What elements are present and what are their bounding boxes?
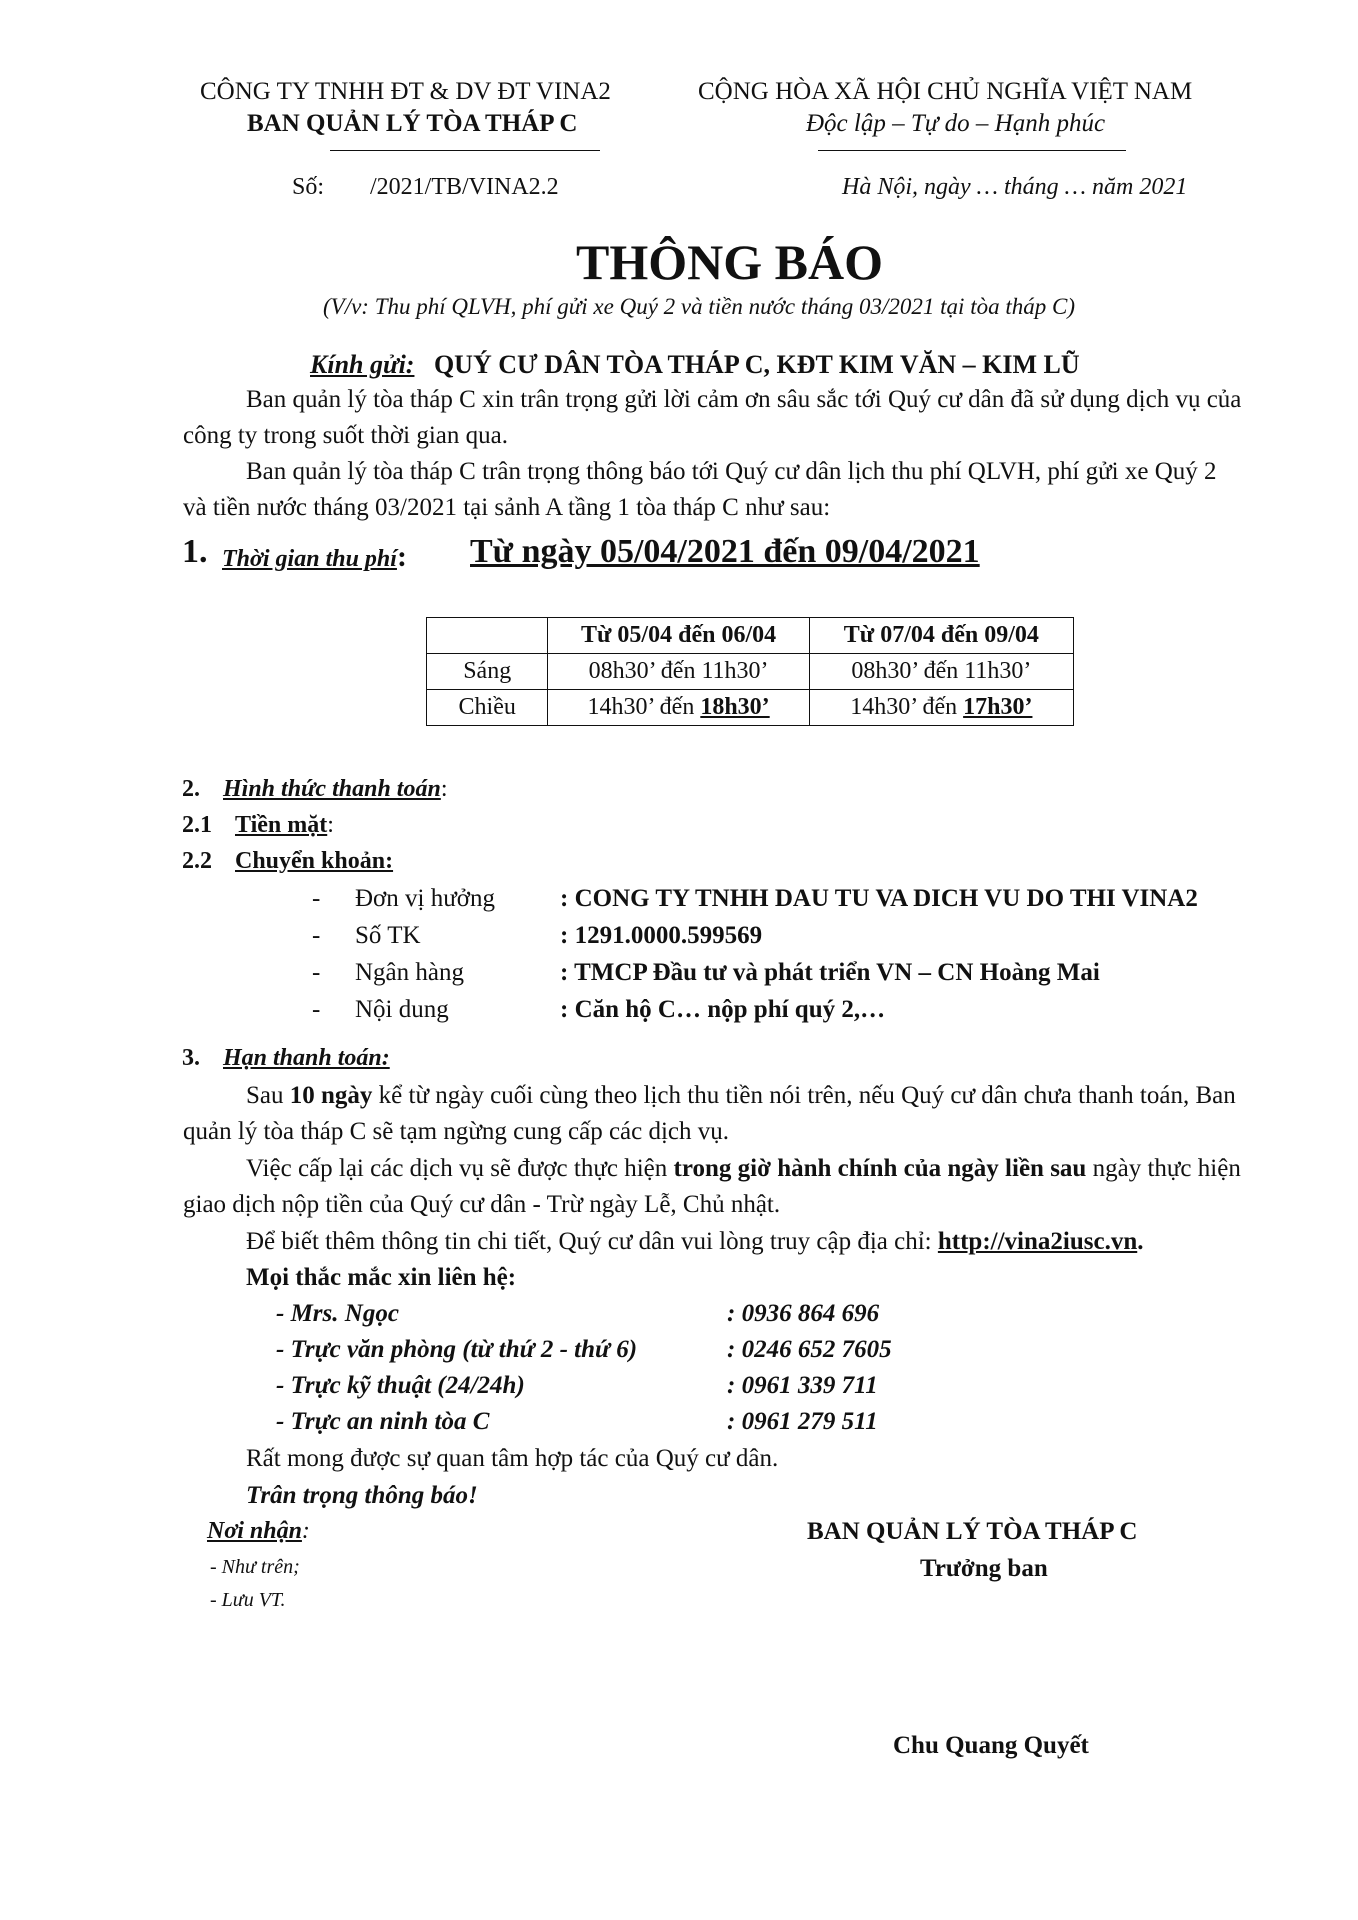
contact-name: - Mrs. Ngọc xyxy=(276,1300,399,1327)
recipients-colon: : xyxy=(301,1518,310,1544)
intro-p2-line1: Ban quản lý tòa tháp C trân trọng thông báo tới Quý cư dân lịch thu phí QLVH, phí gửi xe Quý 2 xyxy=(246,458,1217,485)
time-start: 08h30’ đến 11h30’ xyxy=(851,658,1032,684)
department-name: BAN QUẢN LÝ TÒA THÁP C xyxy=(247,110,578,137)
detail-label: Số TK xyxy=(355,922,421,949)
section2-colon: : xyxy=(440,776,448,802)
section2-2-label: Chuyển khoản: xyxy=(235,848,394,874)
intro-p2-line2: và tiền nước tháng 03/2021 tại sảnh A tầng 1 tòa tháp C như sau: xyxy=(183,494,831,521)
regards-text: Trân trọng thông báo! xyxy=(246,1482,478,1509)
time-end: 17h30’ xyxy=(963,694,1033,720)
detail-bullet: - xyxy=(312,922,321,949)
section2-1-colon: : xyxy=(327,812,334,838)
table-row xyxy=(427,690,1074,726)
recipient-line xyxy=(310,350,1080,380)
contact-name: - Trực kỹ thuật (24/24h) xyxy=(276,1372,525,1399)
section3-number: 3. xyxy=(182,1045,200,1071)
section3-p1-line2: quản lý tòa tháp C sẽ tạm ngừng cung cấp các dịch vụ. xyxy=(183,1118,730,1145)
signer-organization: BAN QUẢN LÝ TÒA THÁP C xyxy=(807,1518,1138,1545)
website-link[interactable]: http://vina2iusc.vn xyxy=(937,1228,1138,1255)
table-header-cell: Từ 07/04 đến 09/04 xyxy=(809,618,1073,654)
detail-bullet: - xyxy=(312,959,321,986)
recipient-item: - Lưu VT. xyxy=(210,1589,286,1611)
table-cell xyxy=(809,690,1073,726)
contact-phone: : 0936 864 696 xyxy=(727,1300,880,1327)
table-cell xyxy=(548,654,809,690)
table-cell xyxy=(809,654,1073,690)
header-left-divider xyxy=(330,150,600,151)
section2-1-heading xyxy=(235,812,334,840)
document-number-label: Số: xyxy=(292,174,325,200)
recipient-item: - Như trên; xyxy=(210,1556,300,1578)
section1-date-range: Từ ngày 05/04/2021 đến 09/04/2021 xyxy=(470,533,980,570)
detail-bullet: - xyxy=(312,996,321,1023)
recipient-label: Kính gửi: xyxy=(310,350,415,379)
emphasis-text: trong giờ hành chính của ngày liền sau xyxy=(673,1155,1087,1182)
contact-name: - Trực văn phòng (từ thứ 2 - thứ 6) xyxy=(276,1336,638,1363)
time-start: 14h30’ đến xyxy=(850,694,964,720)
section1-number: 1. xyxy=(182,533,208,570)
section2-heading xyxy=(223,776,447,804)
page-subtitle: (V/v: Thu phí QLVH, phí gửi xe Quý 2 và tiền nước tháng 03/2021 tại tòa tháp C) xyxy=(323,294,1075,319)
contact-phone: : 0961 339 711 xyxy=(727,1372,878,1399)
section2-number: 2. xyxy=(182,776,200,802)
national-motto: Độc lập – Tự do – Hạnh phúc xyxy=(806,110,1106,137)
page-title: THÔNG BÁO xyxy=(576,234,883,290)
table-header-cell: Từ 05/04 đến 06/04 xyxy=(548,618,809,654)
closing-text: Rất mong được sự quan tâm hợp tác của Quý cư dân. xyxy=(246,1445,779,1472)
recipient-value: QUÝ CƯ DÂN TÒA THÁP C, KĐT KIM VĂN – KIM LŨ xyxy=(433,350,1080,379)
deadline-days: 10 ngày xyxy=(289,1082,373,1109)
contact-heading: Mọi thắc mắc xin liên hệ: xyxy=(246,1264,517,1291)
section2-1-label: Tiền mặt xyxy=(235,812,328,838)
time-start: 08h30’ đến 11h30’ xyxy=(588,658,769,684)
detail-label: Nội dung xyxy=(355,996,449,1023)
intro-p1-line1: Ban quản lý tòa tháp C xin trân trọng gửi lời cảm ơn sâu sắc tới Quý cư dân đã sử dụng dịch vụ của xyxy=(246,386,1242,413)
section3-p2-line1 xyxy=(246,1155,1241,1184)
recipients-heading xyxy=(207,1518,310,1546)
detail-value: : TMCP Đầu tư và phát triển VN – CN Hoàng Mai xyxy=(560,959,1100,986)
text-run: . xyxy=(1137,1228,1144,1255)
intro-p1-line2: công ty trong suốt thời gian qua. xyxy=(183,422,508,449)
contact-name: - Trực an ninh tòa C xyxy=(276,1408,490,1435)
table-header-cell xyxy=(427,618,548,654)
place-date: Hà Nội, ngày … tháng … năm 2021 xyxy=(842,174,1188,200)
section2-1-number: 2.1 xyxy=(182,812,212,838)
text-run: Việc cấp lại các dịch vụ sẽ được thực hiện xyxy=(246,1155,674,1182)
detail-value: : 1291.0000.599569 xyxy=(560,922,763,949)
contact-phone: : 0246 652 7605 xyxy=(727,1336,892,1363)
signer-title: Trưởng ban xyxy=(920,1555,1048,1582)
text-run: Sau xyxy=(246,1082,290,1109)
section3-label: Hạn thanh toán: xyxy=(223,1045,390,1071)
company-name: CÔNG TY TNHH ĐT & DV ĐT VINA2 xyxy=(200,78,611,105)
section3-p1-line1 xyxy=(246,1082,1236,1111)
section1-label-wrap xyxy=(222,540,407,575)
table-cell xyxy=(548,690,809,726)
detail-value: : Căn hộ C… nộp phí quý 2,… xyxy=(560,996,886,1023)
text-run: kể từ ngày cuối cùng theo lịch thu tiền nói trên, nếu Quý cư dân chưa thanh toán, Ban xyxy=(372,1082,1236,1109)
section3-p3 xyxy=(246,1228,1143,1257)
detail-value: : CONG TY TNHH DAU TU VA DICH VU DO THI VINA2 xyxy=(560,885,1198,912)
country-name: CỘNG HÒA XÃ HỘI CHỦ NGHĨA VIỆT NAM xyxy=(698,78,1193,105)
section3-p2-line2: giao dịch nộp tiền của Quý cư dân - Trừ ngày Lễ, Chủ nhật. xyxy=(183,1191,781,1218)
text-run: ngày thực hiện xyxy=(1086,1155,1241,1182)
row-label: Chiều xyxy=(427,690,548,726)
time-end: 18h30’ xyxy=(700,694,770,720)
section1-colon: : xyxy=(396,540,407,573)
contact-phone: : 0961 279 511 xyxy=(727,1408,878,1435)
detail-label: Đơn vị hưởng xyxy=(355,885,495,912)
schedule-table xyxy=(426,617,1074,726)
recipients-label: Nơi nhận xyxy=(207,1518,302,1544)
detail-bullet: - xyxy=(312,885,321,912)
table-row xyxy=(427,654,1074,690)
header-right-divider xyxy=(818,150,1126,151)
section1-label: Thời gian thu phí xyxy=(222,546,397,572)
row-label: Sáng xyxy=(427,654,548,690)
text-run: Để biết thêm thông tin chi tiết, Quý cư dân vui lòng truy cập địa chỉ: xyxy=(246,1228,938,1255)
time-start: 14h30’ đến xyxy=(587,694,701,720)
document-number: /2021/TB/VINA2.2 xyxy=(370,174,559,200)
detail-label: Ngân hàng xyxy=(355,959,464,986)
section2-label: Hình thức thanh toán xyxy=(223,776,441,802)
table-header-row xyxy=(427,618,1074,654)
section2-2-number: 2.2 xyxy=(182,848,212,874)
signer-name: Chu Quang Quyết xyxy=(893,1732,1089,1759)
